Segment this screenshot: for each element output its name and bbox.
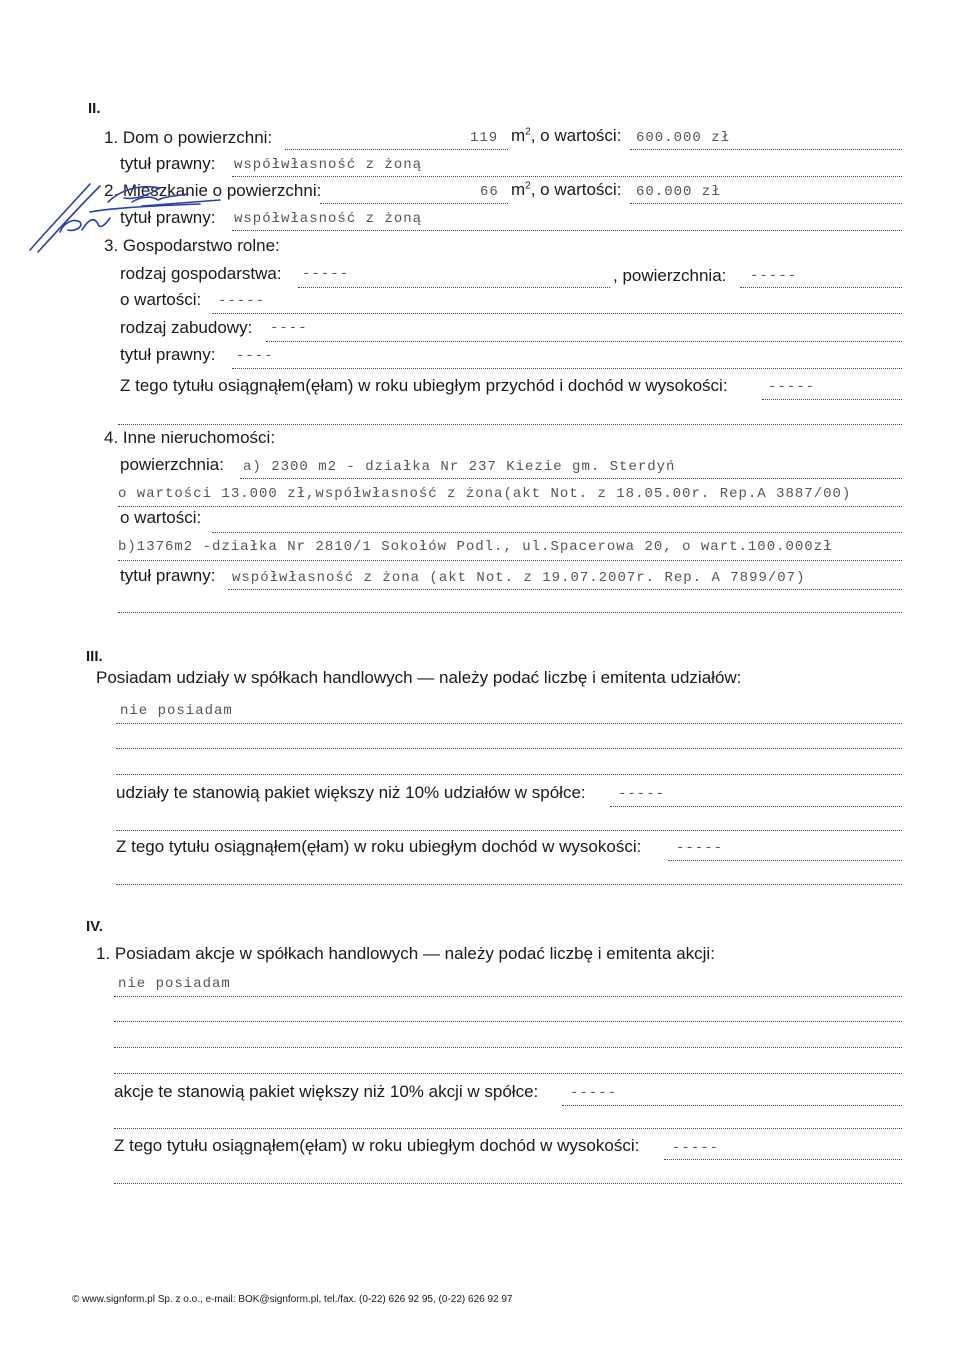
farm-title-label: tytuł prawny: [120,345,216,364]
house-area-line [285,149,508,150]
shares-line-3 [116,774,902,775]
flat-title-label: tytuł prawny: [120,208,216,227]
stocks-income-line [664,1159,902,1160]
stocks-package-line-2 [114,1128,902,1129]
shares-income-value: ----- [676,840,724,856]
stocks-package-label: akcje te stanowią pakiet większy niż 10% akcji w spółce: [114,1082,539,1101]
other-area-value: a) 2300 m2 - działka Nr 237 Kiezie gm. Sterdyń [243,459,676,475]
farm-income-label: Z tego tytułu osiągnąłem(ęłam) w roku ubiegłym przychód i dochód w wysokości: [120,376,728,395]
stocks-answer-line [114,996,902,997]
other-title-line [228,589,902,590]
shares-line-2 [116,748,902,749]
farm-label: 3. Gospodarstwo rolne: [104,236,280,255]
farm-income-line [762,399,902,400]
stocks-line-2 [114,1021,902,1022]
stocks-income-line-2 [114,1183,902,1184]
farm-type-value: ----- [302,266,350,282]
stocks-answer: nie posiadam [118,976,231,992]
stocks-package-value: ----- [570,1085,618,1101]
farm-buildings-label: rodzaj zabudowy: [120,318,253,337]
farm-type-label: rodzaj gospodarstwa: [120,264,282,283]
flat-area-label: 2. Mieszkanie o powierzchni: [104,181,322,200]
other-property-b: b)1376m2 -działka Nr 2810/1 Sokołów Podl., ul.Spacerowa 20, o wart.100.000zł [118,539,833,555]
house-area-value: 119 [470,130,499,146]
shares-income-line-2 [116,884,902,885]
shares-question: Posiadam udziały w spółkach handlowych — należy podać liczbę i emitenta udziałów: [96,668,742,687]
other-value-detail: o wartości 13.000 zł,współwłasność z żona(akt Not. z 18.05.00r. Rep.A 3887/00) [118,486,852,502]
house-area-label: 1. Dom o powierzchni: [104,128,273,147]
stocks-question: 1. Posiadam akcje w spółkach handlowych — należy podać liczbę i emitenta akcji: [96,944,715,963]
section-ii-heading: II. [88,100,101,117]
farm-area-value: ----- [750,268,798,284]
other-property-label: 4. Inne nieruchomości: [104,428,276,447]
shares-package-line [610,806,902,807]
section-iii-heading: III. [86,648,103,665]
farm-area-label: , powierzchnia: [613,266,727,285]
flat-area-value: 66 [480,184,499,200]
house-title-label: tytuł prawny: [120,154,216,173]
flat-area-line [320,203,508,204]
stocks-income-label: Z tego tytułu osiągnąłem(ęłam) w roku ubiegłym dochód w wysokości: [114,1136,640,1155]
other-title-line-2 [118,612,902,613]
farm-buildings-line [266,341,902,342]
footer-text: © www.signform.pl Sp. z o.o., e-mail: BOK@signform.pl, tel./fax. (0-22) 626 92 95, (0-22) 626 92 97 [72,1294,513,1305]
farm-income-value: ----- [768,379,816,395]
other-title-label: tytuł prawny: [120,566,216,585]
stocks-income-value: ----- [672,1140,720,1156]
flat-value: 60.000 zł [636,184,721,200]
flat-area-unit: $m^2$, o wartości: [511,180,622,199]
other-area-line [240,478,902,479]
house-title-value: współwłasność z żoną [234,157,423,173]
farm-value-label: o wartości: [120,290,202,309]
farm-area-line [740,287,902,288]
farm-value-line [212,313,902,314]
other-value-detail-line [118,506,902,507]
flat-value-line [630,203,902,204]
stocks-line-3 [114,1047,902,1048]
house-title-line [232,176,902,177]
shares-answer: nie posiadam [120,703,233,719]
farm-income-line-2 [118,424,902,425]
farm-title-value: ---- [236,348,274,364]
shares-package-line-2 [116,830,902,831]
shares-package-value: ----- [618,786,666,802]
flat-title-line [232,230,902,231]
other-area-label: powierzchnia: [120,455,224,474]
other-value-label: o wartości: [120,508,202,527]
stocks-package-line [562,1105,902,1106]
stocks-line-4 [114,1073,902,1074]
section-iv-heading: IV. [86,918,103,935]
farm-type-line [298,287,610,288]
flat-title-value: współwłasność z żoną [234,211,423,227]
house-area-unit: $m^2$, o wartości: [511,126,622,145]
other-value-line [212,532,902,533]
shares-package-label: udziały te stanowią pakiet większy niż 10% udziałów w spółce: [116,783,586,802]
house-value: 600.000 zł [636,130,731,146]
shares-income-label: Z tego tytułu osiągnąłem(ęłam) w roku ubiegłym dochód w wysokości: [116,837,642,856]
other-title-value: współwłasność z żona (akt Not. z 19.07.2007r. Rep. A 7899/07) [232,570,806,586]
farm-value: ----- [218,293,266,309]
farm-buildings-value: ---- [270,320,308,336]
other-property-b-line [118,560,902,561]
farm-title-line [232,368,902,369]
shares-income-line [668,860,902,861]
house-value-line [630,149,902,150]
shares-answer-line [116,723,902,724]
